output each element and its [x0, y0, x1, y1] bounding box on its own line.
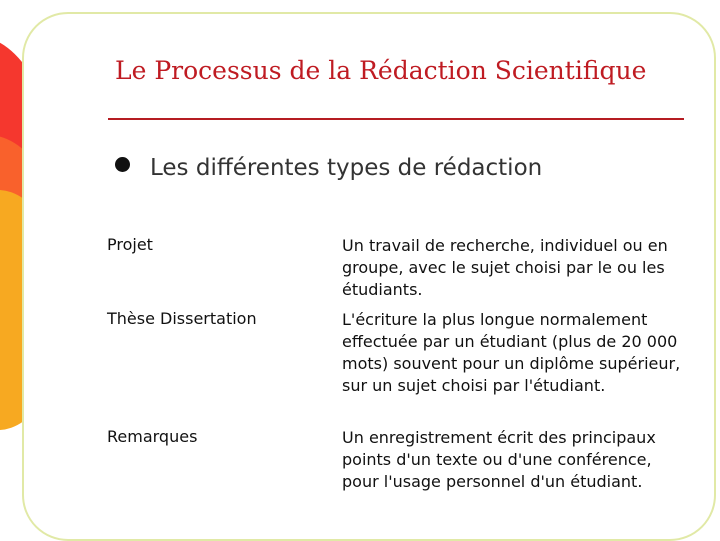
slide-title: Le Processus de la Rédaction Scientifique — [115, 56, 647, 85]
description-remarques: Un enregistrement écrit des principaux points d'un texte ou d'une conférence, pour l'usage personnel d'un étudiant. — [342, 428, 656, 491]
bullet-text: Les différentes types de rédaction — [150, 155, 543, 181]
term-these-dissertation: Thèse Dissertation — [107, 309, 257, 328]
title-underline — [108, 118, 684, 120]
term-projet: Projet — [107, 235, 153, 254]
bullet-dot-icon — [115, 157, 130, 172]
term-remarques: Remarques — [107, 427, 198, 446]
description-these-dissertation: L'écriture la plus longue normalement effectuée par un étudiant (plus de 20 000 mots) souvent pour un diplôme supérieur, sur un sujet choisi par l'étudiant. — [342, 310, 681, 395]
description-projet: Un travail de recherche, individuel ou en groupe, avec le sujet choisi par le ou les étudiants. — [342, 236, 668, 299]
